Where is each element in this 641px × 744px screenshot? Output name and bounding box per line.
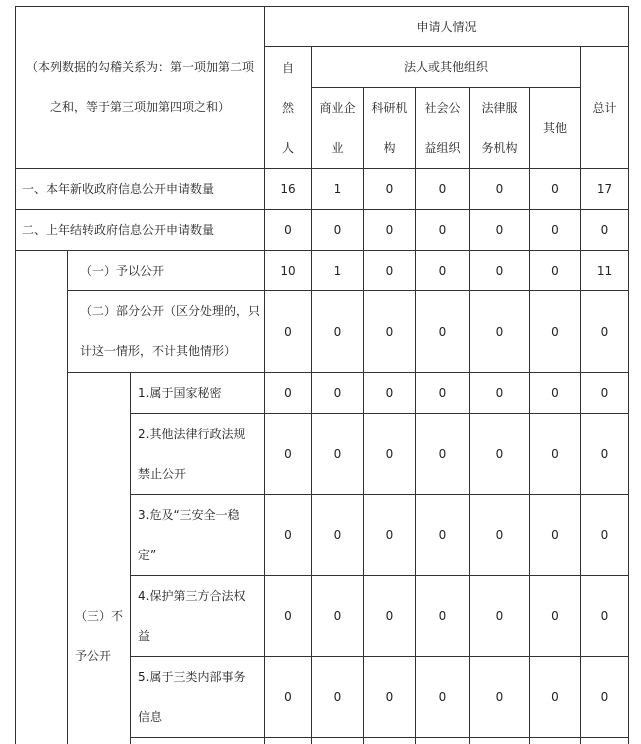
value-cell: 0: [284, 528, 292, 542]
value-cell: 0: [284, 223, 292, 237]
value-cell: 0: [438, 690, 447, 704]
header-natural-person-char: 然: [281, 100, 294, 115]
value-cell: 0: [438, 324, 447, 339]
value-cell: 0: [495, 182, 504, 196]
row-label-partial-line1: （二）部分公开（区分处理的，只: [80, 304, 261, 318]
row-label-line1: 2.其他法律行政法规: [138, 427, 246, 441]
value-cell: 0: [438, 223, 447, 237]
row-label-line2: 定”: [138, 548, 157, 562]
value-cell: 0: [333, 609, 342, 623]
value-cell: 0: [551, 386, 559, 400]
header-natural-person-char: 自: [281, 60, 294, 75]
header-social: [416, 88, 469, 168]
row-label-state-secret: 1.属于国家秘密: [138, 386, 222, 400]
row-label-line1: 5.属于三类内部事务: [138, 670, 246, 684]
value-cell: 0: [551, 223, 559, 237]
header-note-line2: 之和，等于第三项加第四项之和）: [49, 100, 230, 114]
row-label-disclosed: （一）予以公开: [80, 263, 165, 278]
value-cell: 0: [495, 528, 504, 542]
header-legal-service-line: 务机构: [481, 141, 518, 155]
value-cell: 0: [438, 528, 447, 542]
group-label-line1: （三）不: [75, 609, 124, 623]
value-cell: 0: [495, 447, 504, 461]
header-other: 其他: [542, 121, 567, 135]
value-cell: 0: [284, 324, 292, 339]
header-note-line1: （本列数据的勾稽关系为：第一项加第二项: [25, 60, 254, 74]
value-cell: 0: [600, 386, 609, 400]
value-cell: 0: [385, 447, 394, 461]
header-commercial-line: 业: [331, 141, 344, 155]
header-natural-person-char: 人: [281, 140, 294, 155]
value-cell: 0: [385, 182, 394, 196]
row-label-carried-over: 二、上年结转政府信息公开申请数量: [22, 223, 215, 237]
value-cell: 0: [600, 324, 609, 339]
header-note: [16, 47, 264, 127]
header-commercial-line: 商业企: [319, 101, 356, 115]
value-cell: 0: [600, 223, 609, 237]
group-label-not-disclosed: [75, 596, 130, 676]
row-label-line2: 禁止公开: [138, 467, 187, 481]
value-cell: 0: [551, 690, 559, 704]
value-cell: 0: [438, 263, 447, 278]
value-cell: 0: [284, 386, 292, 400]
value-cell: 1: [333, 182, 342, 196]
row-label-three-security: [138, 495, 263, 575]
header-natural-person: [265, 47, 311, 168]
value-cell: 0: [551, 263, 559, 278]
value-cell: 17: [596, 182, 613, 196]
value-cell: 0: [385, 386, 394, 400]
row-label-internal-affairs: [138, 657, 263, 737]
group-label-line2: 予公开: [75, 649, 112, 663]
value-cell: 0: [551, 447, 559, 461]
divider: [130, 372, 131, 744]
row-label-line1: 3.危及“三安全一稳: [138, 508, 240, 522]
value-cell: 0: [600, 690, 609, 704]
value-cell: 16: [280, 182, 296, 196]
value-cell: 0: [495, 324, 504, 339]
divider: [67, 250, 68, 744]
header-research-line: 构: [383, 141, 396, 155]
value-cell: 0: [438, 609, 447, 623]
value-cell: 0: [495, 609, 504, 623]
row-label-partial-line2: 计这一情形，不计其他情形）: [80, 344, 237, 358]
value-cell: 0: [284, 609, 292, 623]
header-research: [364, 88, 415, 168]
value-cell: 10: [280, 263, 296, 278]
value-cell: 0: [333, 324, 342, 339]
row-label-new-requests: 一、本年新收政府信息公开申请数量: [22, 182, 215, 196]
value-cell: 0: [495, 690, 504, 704]
value-cell: 1: [333, 263, 342, 278]
value-cell: 0: [284, 447, 292, 461]
value-cell: 0: [438, 447, 447, 461]
value-cell: 0: [333, 528, 342, 542]
header-legal-or-other: 法人或其他组织: [403, 60, 488, 74]
value-cell: 0: [495, 263, 504, 278]
value-cell: 0: [438, 386, 447, 400]
value-cell: 0: [385, 223, 394, 237]
value-cell: 0: [333, 690, 342, 704]
value-cell: 0: [551, 324, 559, 339]
value-cell: 0: [385, 528, 394, 542]
value-cell: 0: [600, 447, 609, 461]
value-cell: 0: [385, 263, 394, 278]
value-cell: 0: [385, 690, 394, 704]
value-cell: 0: [333, 386, 342, 400]
header-commercial: [312, 88, 363, 168]
header-legal-service-line: 法律服: [481, 101, 518, 115]
value-cell: 0: [333, 223, 342, 237]
header-total: 总计: [592, 100, 617, 115]
row-label-line2: 信息: [138, 710, 163, 724]
header-social-line: 益组织: [424, 141, 461, 155]
row-label-line1: 4.保护第三方合法权: [138, 589, 246, 603]
value-cell: 0: [551, 182, 559, 196]
value-cell: 0: [495, 386, 504, 400]
row-label-partial: [80, 291, 262, 372]
header-research-line: 科研机: [371, 101, 408, 115]
value-cell: 0: [438, 182, 447, 196]
value-cell: 0: [600, 528, 609, 542]
value-cell: 11: [596, 263, 613, 278]
row-label-law-prohibited: [138, 414, 263, 494]
value-cell: 0: [385, 609, 394, 623]
value-cell: 0: [385, 324, 394, 339]
value-cell: 0: [551, 528, 559, 542]
row-label-third-party: [138, 576, 263, 656]
header-social-line: 社会公: [424, 101, 461, 115]
value-cell: 0: [333, 447, 342, 461]
value-cell: 0: [551, 609, 559, 623]
value-cell: 0: [495, 223, 504, 237]
divider: [130, 737, 629, 738]
value-cell: 0: [284, 690, 292, 704]
header-applicant-situation: 申请人情况: [416, 19, 477, 34]
table-border-right: [628, 6, 629, 744]
value-cell: 0: [600, 609, 609, 623]
header-legal-service: [470, 88, 529, 168]
row-label-line2: 益: [138, 629, 151, 643]
